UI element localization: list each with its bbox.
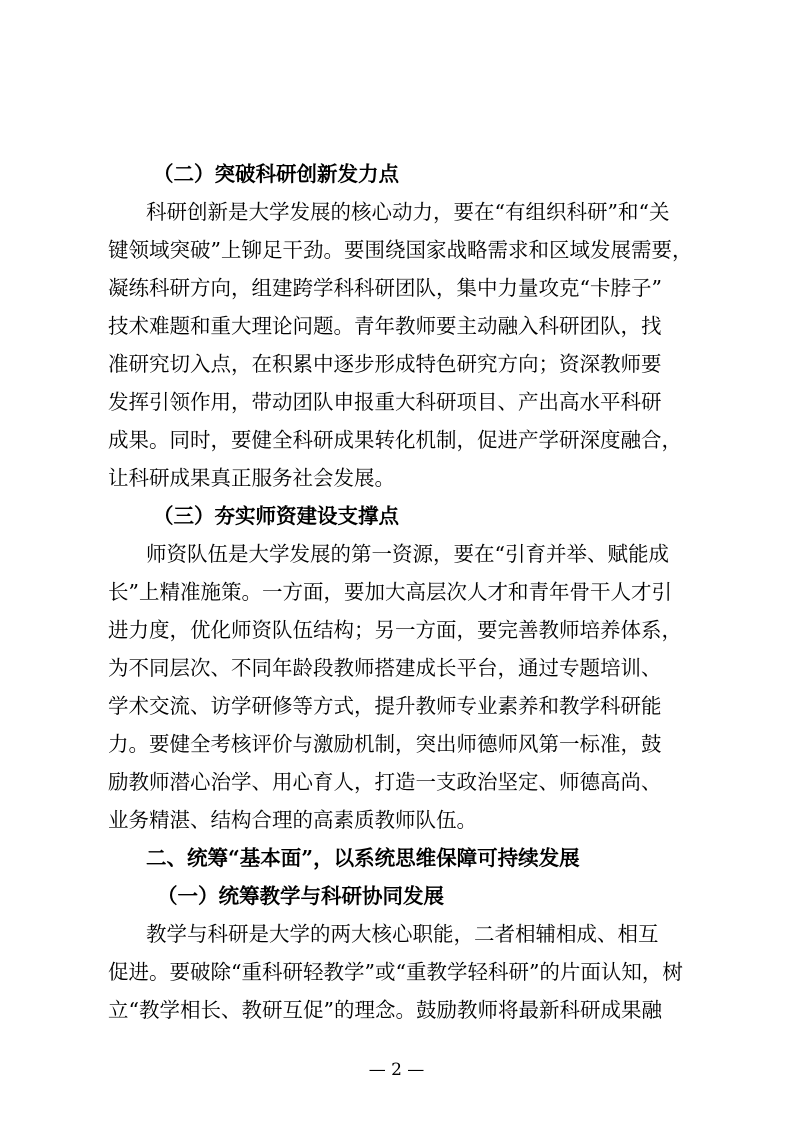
paragraph-line: 发挥引领作用，带动团队申报重大科研项目、产出高水平科研 [108, 390, 662, 414]
paragraph-line: 进力度，优化师资队伍结构；另一方面，要完善教师培养体系， [108, 618, 682, 642]
paragraph-line: 为不同层次、不同年龄段教师搭建成长平台，通过专题培训、 [108, 656, 662, 680]
paragraph-line: 业务精湛、结构合理的高素质教师队伍。 [108, 808, 477, 832]
paragraph-line: 力。要健全考核评价与激励机制，突出师德师风第一标准，鼓 [108, 732, 662, 756]
paragraph-line: 师资队伍是大学发展的第一资源，要在“引育并举、赋能成 [146, 542, 669, 566]
paragraph-line: 促进。要破除“重科研轻教学”或“重教学轻科研”的片面认知，树 [108, 960, 683, 984]
page-number: — 2 — [368, 1060, 425, 1080]
paragraph-line: 技术难题和重大理论问题。青年教师要主动融入科研团队，找 [108, 314, 662, 338]
paragraph-line: 教学与科研是大学的两大核心职能，二者相辅相成、相互 [146, 922, 659, 946]
paragraph-line: 立“教学相长、教研互促”的理念。鼓励教师将最新科研成果融 [108, 998, 662, 1022]
paragraph-line: 成果。同时，要健全科研成果转化机制，促进产学研深度融合， [108, 428, 682, 452]
paragraph-line: 凝练科研方向，组建跨学科科研团队，集中力量攻克“卡脖子” [108, 276, 662, 300]
paragraph-line: 科研创新是大学发展的核心动力，要在“有组织科研”和“关 [146, 200, 670, 224]
section-heading-breakthrough: （二）突破科研创新发力点 [153, 162, 399, 186]
paragraph-line: 键领域突破”上铆足干劲。要围绕国家战略需求和区域发展需要， [108, 238, 693, 262]
part-heading-fundamentals: 二、统筹“基本面”，以系统思维保障可持续发展 [146, 846, 580, 870]
paragraph-line: 励教师潜心治学、用心育人，打造一支政治坚定、师德高尚、 [108, 770, 662, 794]
subsection-heading-teaching-research: （一）统筹教学与科研协同发展 [157, 884, 444, 908]
paragraph-line: 长”上精准施策。一方面，要加大高层次人才和青年骨干人才引 [108, 580, 672, 604]
section-heading-faculty: （三）夯实师资建设支撑点 [153, 504, 399, 528]
paragraph-line: 让科研成果真正服务社会发展。 [108, 466, 395, 490]
paragraph-line: 学术交流、访学研修等方式，提升教师专业素养和教学科研能 [108, 694, 662, 718]
paragraph-line: 准研究切入点，在积累中逐步形成特色研究方向；资深教师要 [108, 352, 662, 376]
